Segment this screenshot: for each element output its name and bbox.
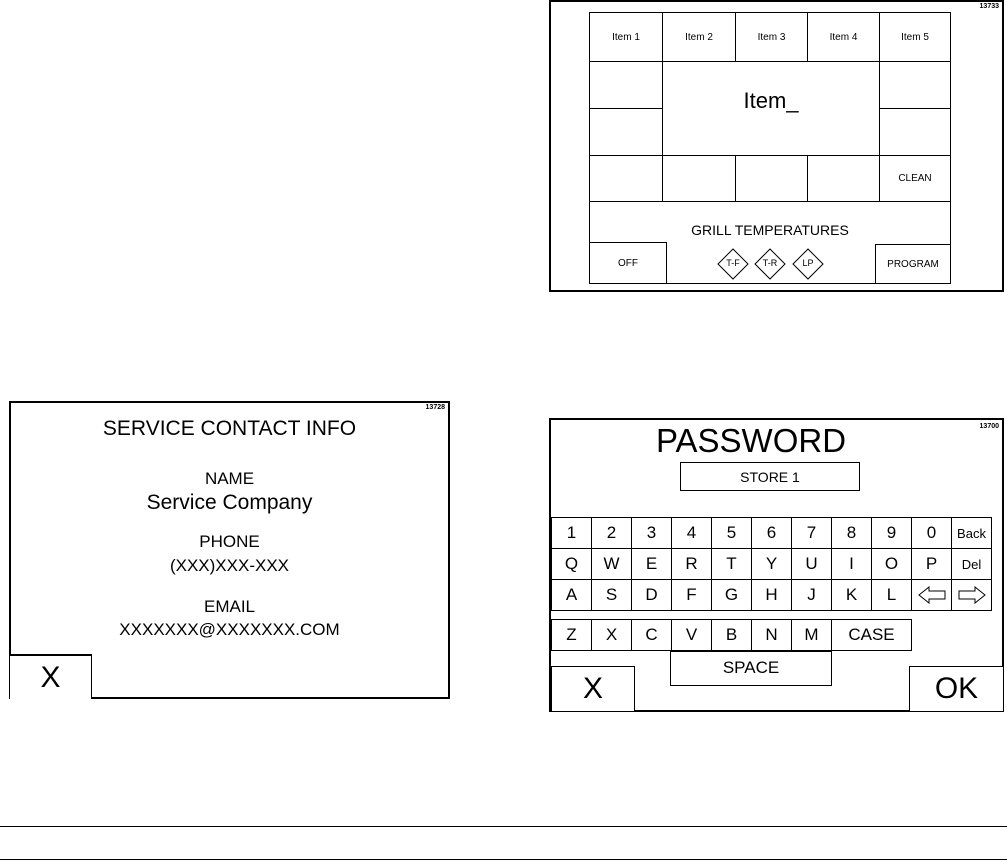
key-x[interactable] — [591, 619, 632, 651]
close-label: X — [582, 672, 603, 705]
key-label: Back — [957, 525, 986, 541]
temp-rear-icon[interactable] — [754, 248, 786, 280]
key-label: L — [886, 585, 897, 604]
key-label: 5 — [726, 523, 737, 542]
key-m[interactable] — [791, 619, 832, 651]
key-label: 8 — [846, 523, 857, 542]
key-label: F — [686, 585, 697, 604]
key-label: 1 — [566, 523, 577, 542]
key-o[interactable] — [871, 548, 912, 580]
key-j[interactable] — [791, 579, 832, 611]
left-arrow-key[interactable] — [911, 579, 952, 611]
key-u[interactable] — [791, 548, 832, 580]
key-s[interactable] — [591, 579, 632, 611]
key-label: B — [725, 625, 738, 644]
tab-item-3[interactable] — [735, 12, 808, 62]
program-button[interactable] — [875, 244, 951, 284]
key-b[interactable] — [711, 619, 752, 651]
key-label: E — [645, 554, 658, 573]
item-display — [662, 61, 880, 156]
figure-number: 13728 — [425, 404, 445, 411]
key-k[interactable] — [831, 579, 872, 611]
key-h[interactable] — [751, 579, 792, 611]
phone-label: PHONE — [199, 532, 260, 551]
tab-item-1[interactable] — [589, 12, 663, 62]
key-7[interactable] — [791, 517, 832, 549]
temp-lp-icon[interactable] — [792, 248, 824, 280]
name-label: NAME — [204, 469, 255, 488]
key-0[interactable] — [911, 517, 952, 549]
key-label: 2 — [606, 523, 617, 542]
key-label: P — [925, 554, 938, 573]
left-button-2[interactable] — [589, 108, 663, 156]
tab-item-5[interactable] — [879, 12, 951, 62]
key-label: 9 — [886, 523, 897, 542]
grill-temperatures-label: GRILL TEMPERATURES — [691, 222, 849, 238]
key-1[interactable] — [551, 517, 592, 549]
right-button-1[interactable] — [879, 61, 951, 109]
case-key[interactable] — [831, 619, 912, 651]
ok-label: OK — [934, 672, 979, 705]
key-q[interactable] — [551, 548, 592, 580]
key-v[interactable] — [671, 619, 712, 651]
temp-icon-label: T-R — [762, 258, 778, 268]
key-label: U — [805, 554, 818, 573]
key-label: Y — [765, 554, 778, 573]
figure-number: 13733 — [979, 3, 999, 10]
key-label: K — [845, 585, 858, 604]
bottom-button-4[interactable] — [807, 155, 880, 202]
key-label: I — [849, 554, 854, 573]
password-field[interactable] — [680, 462, 860, 491]
email-value: XXXXXXX@XXXXXXX.COM — [119, 620, 340, 639]
key-label: M — [804, 625, 819, 644]
password-title: PASSWORD — [655, 422, 847, 459]
key-t[interactable] — [711, 548, 752, 580]
key-label: 4 — [686, 523, 697, 542]
figure-number: 13700 — [979, 423, 999, 430]
ok-button[interactable] — [909, 666, 1004, 712]
bottom-button-2[interactable] — [662, 155, 736, 202]
key-2[interactable] — [591, 517, 632, 549]
key-label: D — [645, 585, 658, 604]
key-label: Del — [961, 556, 982, 572]
key-label: SPACE — [722, 658, 780, 677]
key-a[interactable] — [551, 579, 592, 611]
del-key[interactable] — [951, 548, 992, 580]
key-label: CASE — [848, 625, 895, 644]
name-value: Service Company — [146, 491, 313, 514]
key-e[interactable] — [631, 548, 672, 580]
service-title: SERVICE CONTACT INFO — [102, 417, 357, 440]
key-g[interactable] — [711, 579, 752, 611]
left-button-1[interactable] — [589, 61, 663, 109]
key-6[interactable] — [751, 517, 792, 549]
key-4[interactable] — [671, 517, 712, 549]
key-label: G — [724, 585, 739, 604]
key-label: S — [605, 585, 618, 604]
clean-button[interactable] — [879, 155, 951, 202]
bottom-button-1[interactable] — [589, 155, 663, 202]
temp-front-icon[interactable] — [717, 248, 749, 280]
key-n[interactable] — [751, 619, 792, 651]
key-8[interactable] — [831, 517, 872, 549]
off-button[interactable] — [589, 242, 667, 284]
key-label: R — [685, 554, 698, 573]
key-label: A — [565, 585, 578, 604]
key-i[interactable] — [831, 548, 872, 580]
key-label: 0 — [926, 523, 937, 542]
key-label: N — [765, 625, 778, 644]
close-label: X — [40, 660, 61, 694]
key-label: C — [645, 625, 658, 644]
back-key[interactable] — [951, 517, 992, 549]
key-5[interactable] — [711, 517, 752, 549]
tab-item-2[interactable] — [662, 12, 736, 62]
key-label: W — [603, 554, 620, 573]
temp-icon-label: T-F — [726, 258, 740, 268]
key-r[interactable] — [671, 548, 712, 580]
key-l[interactable] — [871, 579, 912, 611]
key-label: 3 — [646, 523, 657, 542]
key-label: Q — [564, 554, 579, 573]
off-label: OFF — [618, 257, 638, 269]
temp-icon-label: LP — [802, 258, 814, 268]
key-9[interactable] — [871, 517, 912, 549]
divider-line — [0, 826, 1007, 827]
tab-label: Item 5 — [901, 31, 929, 43]
close-button[interactable] — [10, 654, 92, 699]
left-arrow-icon — [918, 586, 946, 604]
close-button[interactable] — [551, 666, 635, 712]
key-label: T — [726, 554, 737, 573]
key-label: Z — [566, 625, 577, 644]
key-p[interactable] — [911, 548, 952, 580]
phone-value: (XXX)XXX-XXX — [169, 556, 290, 575]
key-label: O — [884, 554, 899, 573]
key-label: 6 — [766, 523, 777, 542]
key-c[interactable] — [631, 619, 672, 651]
grill-panel — [549, 0, 1004, 292]
tab-label: Item 4 — [829, 31, 858, 43]
key-y[interactable] — [751, 548, 792, 580]
bottom-button-3[interactable] — [735, 155, 808, 202]
key-3[interactable] — [631, 517, 672, 549]
space-key[interactable] — [670, 651, 832, 686]
service-contact-panel — [9, 401, 450, 699]
right-button-2[interactable] — [879, 108, 951, 156]
tab-item-4[interactable] — [807, 12, 880, 62]
item-display-text: Item_ — [743, 88, 799, 113]
tab-label: Item 3 — [757, 31, 786, 43]
key-label: 7 — [806, 523, 817, 542]
password-field-value: STORE 1 — [740, 468, 800, 485]
right-arrow-key[interactable] — [951, 579, 992, 611]
key-label: H — [765, 585, 778, 604]
key-label: X — [605, 625, 618, 644]
right-arrow-icon — [958, 586, 986, 604]
clean-label: CLEAN — [898, 173, 932, 184]
divider-line — [0, 859, 1007, 860]
key-f[interactable] — [671, 579, 712, 611]
tab-label: Item 2 — [685, 31, 713, 43]
program-label: PROGRAM — [887, 258, 939, 270]
key-w[interactable] — [591, 548, 632, 580]
key-z[interactable] — [551, 619, 592, 651]
key-label: V — [685, 625, 698, 644]
email-label: EMAIL — [203, 597, 256, 616]
key-d[interactable] — [631, 579, 672, 611]
tab-label: Item 1 — [612, 31, 640, 43]
key-label: J — [807, 585, 816, 604]
password-panel — [549, 418, 1004, 712]
